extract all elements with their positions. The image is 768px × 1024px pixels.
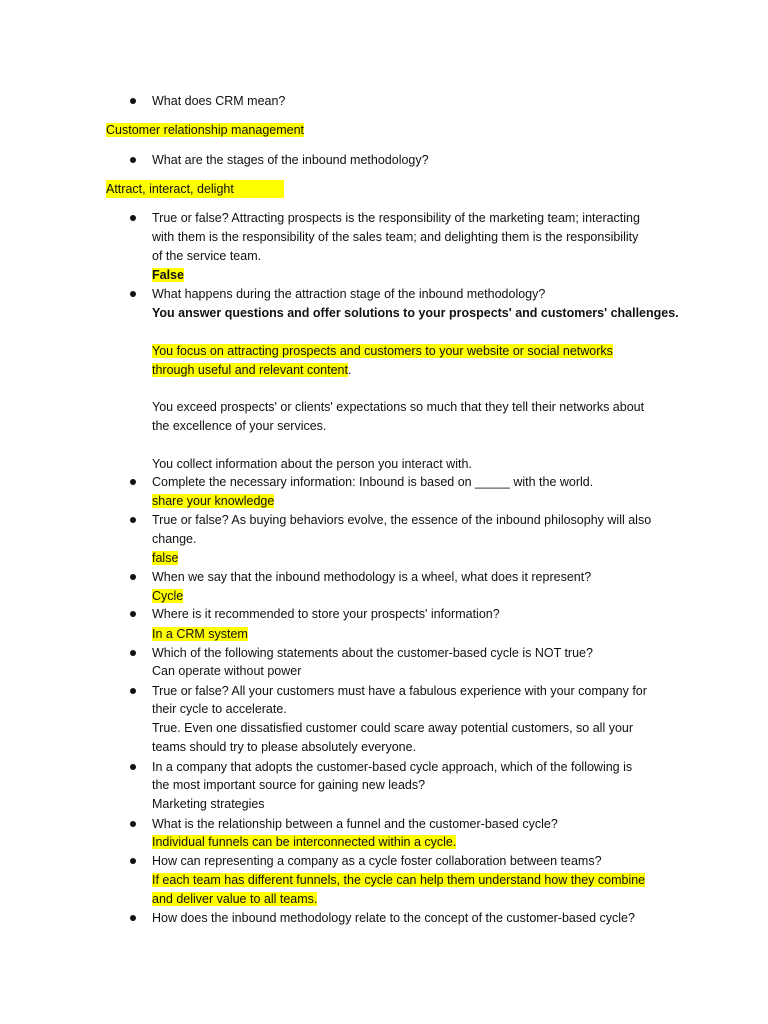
bullet-icon	[130, 291, 136, 297]
bullet-icon	[130, 858, 136, 864]
bullet-icon	[130, 611, 136, 617]
answer-not-true: Can operate without power	[152, 664, 302, 678]
answer-wheel	[152, 587, 183, 605]
highlighted-answer: Customer relationship management	[106, 123, 305, 137]
question-team-responsibility-line-1: True or false? Attracting prospects is the responsibility of the marketing team; interacting	[152, 211, 640, 225]
question-attraction-stage: What happens during the attraction stage of the inbound methodology?	[152, 287, 546, 301]
highlighted-answer: Attract, interact, delight	[106, 180, 284, 198]
answer-team-responsibility	[152, 266, 184, 284]
bullet-icon	[130, 764, 136, 770]
question-fabulous-experience-line-1: True or false? All your customers must have a fabulous experience with your company for	[152, 684, 647, 698]
option-attract-prospects-line-2	[152, 361, 351, 379]
question-wheel: When we say that the inbound methodology is a wheel, what does it represent?	[152, 570, 592, 584]
bullet-icon	[130, 915, 136, 921]
answer-collaboration-line-1	[152, 871, 645, 889]
option-attract-prospects-line-1	[152, 342, 613, 360]
bullet-icon	[130, 650, 136, 656]
option-collect-information: You collect information about the person you interact with.	[152, 457, 472, 471]
question-fabulous-experience-line-2: their cycle to accelerate.	[152, 702, 287, 716]
question-inbound-based-on: Complete the necessary information: Inbound is based on _____ with the world.	[152, 475, 594, 489]
highlighted-answer: If each team has different funnels, the cycle can help them understand how they combine	[152, 873, 646, 887]
question-funnel-relationship: What is the relationship between a funnel and the customer-based cycle?	[152, 817, 558, 831]
bullet-icon	[130, 574, 136, 580]
option-exceed-expectations-line-1: You exceed prospects' or clients' expectations so much that they tell their networks about	[152, 400, 645, 414]
answer-crm-meaning	[106, 121, 304, 139]
highlighted-answer: Individual funnels can be interconnected within a cycle.	[152, 835, 457, 849]
question-buying-behaviors-line-1: True or false? As buying behaviors evolve, the essence of the inbound philosophy will also	[152, 513, 652, 527]
highlighted-answer: False	[152, 268, 184, 282]
answer-new-leads: Marketing strategies	[152, 797, 265, 811]
highlighted-answer: through useful and relevant content	[152, 363, 348, 377]
answer-fabulous-experience-line-2: teams should try to please absolutely everyone.	[152, 740, 417, 754]
highlighted-answer: false	[152, 551, 179, 565]
question-buying-behaviors-line-2: change.	[152, 532, 197, 546]
highlighted-answer: and deliver value to all teams.	[152, 892, 318, 906]
highlighted-answer: In a CRM system	[152, 627, 248, 641]
answer-collaboration-line-2	[152, 890, 317, 908]
question-store-information: Where is it recommended to store your prospects' information?	[152, 607, 500, 621]
question-team-responsibility-line-3: of the service team.	[152, 249, 262, 263]
answer-fabulous-experience-line-1: True. Even one dissatisfied customer could scare away potential customers, so all your	[152, 721, 634, 735]
question-inbound-stages: What are the stages of the inbound methodology?	[152, 153, 429, 167]
bullet-icon	[130, 157, 136, 163]
bullet-icon	[130, 821, 136, 827]
bullet-icon	[130, 215, 136, 221]
bullet-icon	[130, 688, 136, 694]
question-new-leads-line-1: In a company that adopts the customer-based cycle approach, which of the following is	[152, 760, 633, 774]
question-not-true: Which of the following statements about the customer-based cycle is NOT true?	[152, 646, 593, 660]
question-methodology-relation: How does the inbound methodology relate to the concept of the customer-based cycle?	[152, 911, 635, 925]
answer-funnel-relationship	[152, 833, 456, 851]
highlighted-answer: You focus on attracting prospects and customers to your website or social networks	[152, 344, 613, 358]
question-new-leads-line-2: the most important source for gaining new leads?	[152, 778, 426, 792]
highlighted-answer: share your knowledge	[152, 494, 275, 508]
answer-inbound-stages	[106, 180, 284, 198]
answer-inbound-based-on	[152, 492, 274, 510]
answer-store-information	[152, 625, 248, 643]
question-crm-meaning: What does CRM mean?	[152, 94, 286, 108]
question-team-responsibility-line-2: with them is the responsibility of the sales team; and delighting them is the responsibility	[152, 230, 639, 244]
answer-buying-behaviors	[152, 549, 178, 567]
option-exceed-expectations-line-2: the excellence of your services.	[152, 419, 327, 433]
bullet-icon	[130, 479, 136, 485]
question-collaboration: How can representing a company as a cycle foster collaboration between teams?	[152, 854, 602, 868]
highlighted-answer: Cycle	[152, 589, 184, 603]
bullet-icon	[130, 517, 136, 523]
trailing-period: .	[347, 363, 352, 377]
bullet-icon	[130, 98, 136, 104]
option-answer-questions: You answer questions and offer solutions to your prospects' and customers' challenges.	[152, 306, 679, 320]
